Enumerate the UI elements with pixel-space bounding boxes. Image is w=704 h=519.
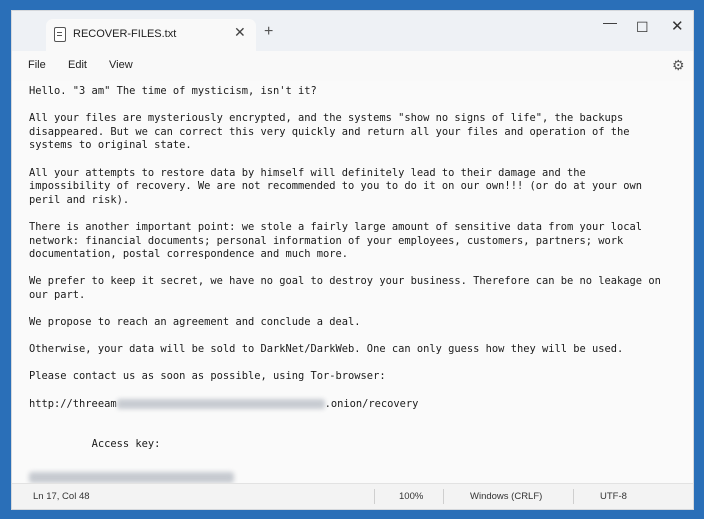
menu-view[interactable]: View [109,59,133,71]
url-suffix: .onion/recovery [324,397,419,410]
cursor-position: Ln 17, Col 48 [33,491,90,502]
encoding[interactable]: UTF-8 [600,491,627,502]
paragraph-encrypted: All your files are mysteriously encrypted, and the systems "show no signs of life", the backups disappeared. But we can correct this very quickly and return all your files and operation of the systems to original state. [29,112,630,152]
paragraph-warning: All your attempts to restore data by himself will definitely lead to their damage and the impossibility of recovery. We are not recommended to you to do it on our own!!! (or do at your own peril and risk). [29,166,643,206]
close-icon[interactable]: ✕ [671,18,684,35]
notepad-icon [54,27,66,42]
status-divider [443,489,444,504]
menu-file[interactable]: File [28,59,46,71]
menu-bar [12,51,693,81]
status-divider [573,489,574,504]
paragraph-data-theft: There is another important point: we stole a fairly large amount of sensitive data from your local network: financial documents; personal information of your employees, customers, partners; work documentation, postal correspondence and much more. [29,220,643,261]
tab-close-icon[interactable]: ✕ [234,24,246,40]
access-key-label: Access key: [91,438,161,451]
new-tab-icon[interactable]: + [264,23,274,40]
ransom-note-text [29,85,691,486]
paragraph-secret: We prefer to keep it secret, we have no goal to destroy your business. Therefore can be no leakage on our part. [29,275,661,301]
status-divider [374,489,375,504]
line-endings[interactable]: Windows (CRLF) [470,491,543,502]
url-prefix: http://threeam [29,397,117,410]
paragraph-deal: We propose to reach an agreement and conclude a deal. [29,316,361,329]
zoom-level[interactable]: 100% [399,491,424,502]
redacted-url-part [117,399,325,409]
paragraph-darknet: Otherwise, your data will be sold to DarkNet/DarkWeb. One can only guess how they will be used. [29,343,624,356]
redacted-access-key [29,472,234,483]
status-bar [12,483,693,509]
title-bar [12,11,693,51]
tab-recover-files[interactable] [46,19,256,51]
text-editor[interactable] [12,81,693,486]
paragraph-contact: Please contact us as soon as possible, using Tor-browser: [29,370,386,383]
notepad-window [11,10,694,510]
paragraph-greeting: Hello. "3 am" The time of mysticism, isn't it? [29,85,317,97]
maximize-icon[interactable]: ☐ [636,19,649,35]
tab-title: RECOVER-FILES.txt [73,28,177,40]
minimize-icon[interactable]: — [603,14,617,30]
gear-icon[interactable]: ⚙ [672,57,685,73]
access-key [29,425,691,486]
recovery-url [29,398,691,412]
menu-edit[interactable]: Edit [68,59,87,71]
